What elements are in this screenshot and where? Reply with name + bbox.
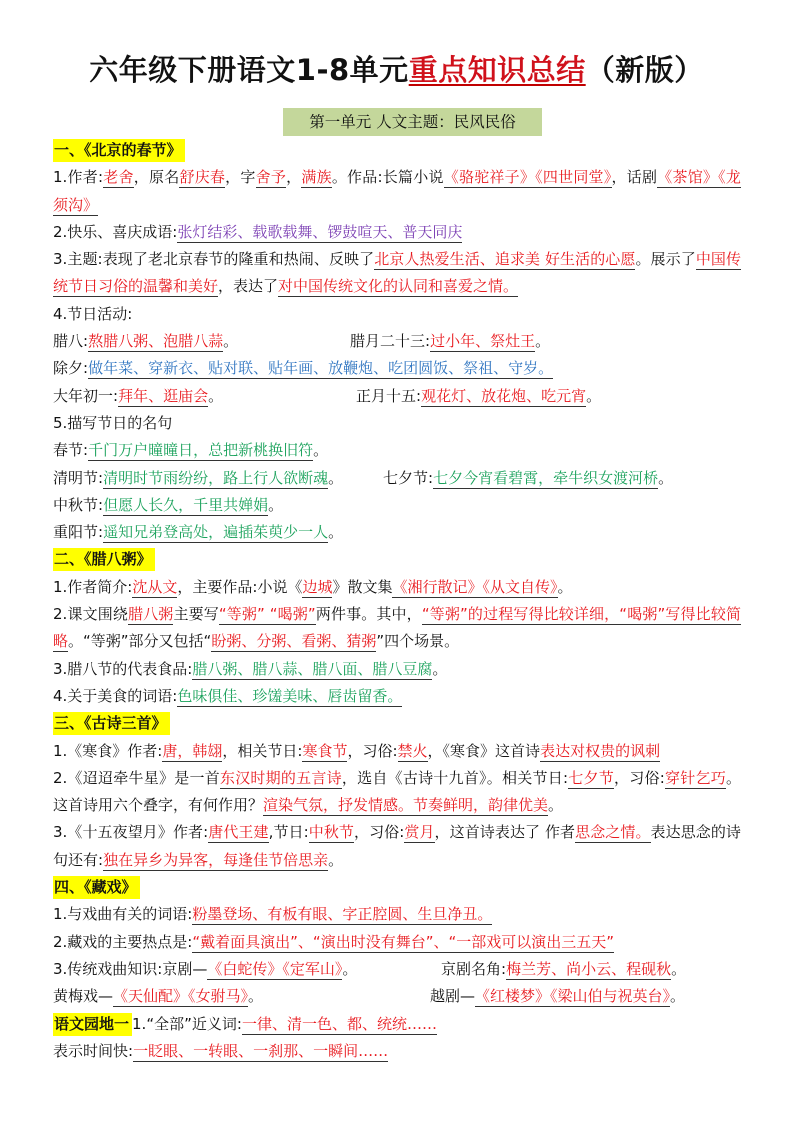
paragraph bbox=[53, 1038, 741, 1065]
answer-text: 拜年、逛庙会 bbox=[118, 386, 209, 405]
paragraph bbox=[53, 819, 741, 874]
text-segment: 。 bbox=[248, 987, 264, 1006]
answer-text: 边城 bbox=[302, 577, 333, 596]
answer-text: 唐，韩翃 bbox=[162, 741, 223, 760]
text-segment: 表达思念的诗句还有: bbox=[53, 823, 741, 869]
answer-text: 舒庆春 bbox=[179, 168, 226, 187]
second-column bbox=[430, 983, 685, 1010]
text-segment: ”四个场景。 bbox=[376, 632, 460, 651]
text-segment: 。作品:长篇小说 bbox=[331, 168, 444, 187]
answer-text: 观花灯、放花炮、吃元宵 bbox=[421, 386, 587, 405]
answer-text: 七夕今宵看碧霄，牵牛织女渡河桥 bbox=[433, 468, 659, 487]
paragraph bbox=[53, 492, 741, 519]
answer-text: 七夕节 bbox=[568, 768, 614, 787]
text-segment: ，习俗: bbox=[347, 741, 398, 760]
second-column bbox=[350, 328, 550, 355]
text-segment: 2.快乐、喜庆成语: bbox=[53, 222, 178, 241]
paragraph bbox=[53, 219, 741, 246]
text-segment: 越剧— bbox=[430, 987, 476, 1006]
text-segment: 中秋节: bbox=[53, 495, 104, 514]
text-segment: 表示时间快: bbox=[53, 1041, 134, 1060]
paragraph bbox=[53, 355, 741, 382]
paragraph bbox=[53, 656, 741, 683]
title-suffix: （新版） bbox=[585, 53, 704, 87]
answer-text: 禁火 bbox=[397, 741, 428, 760]
text-segment: 。 bbox=[658, 468, 674, 487]
text-segment: 。 bbox=[268, 495, 284, 514]
answer-text: 腊八粥 bbox=[128, 605, 174, 624]
text-segment: 。 bbox=[342, 959, 358, 978]
text-segment: ， bbox=[286, 168, 302, 187]
answer-text: 《骆驼祥子》《四世同堂》 bbox=[443, 168, 612, 187]
text-segment: 4.关于美食的词语: bbox=[53, 686, 178, 705]
text-segment: 主要写 bbox=[173, 605, 219, 624]
text-segment: 腊八: bbox=[53, 332, 89, 351]
answer-text: “等粥” “喝粥” bbox=[218, 605, 316, 624]
answer-text: 一眨眼、一转眼、一刹那、一瞬间…… bbox=[133, 1041, 389, 1060]
text-segment: 。 bbox=[328, 850, 344, 869]
text-segment: 腊月二十三: bbox=[350, 332, 431, 351]
section-heading: 三、《古诗三首》 bbox=[53, 712, 170, 735]
paragraph bbox=[53, 383, 741, 410]
answer-text: 但愿人长久，千里共婵娟 bbox=[103, 495, 269, 514]
text-segment: 京剧名角: bbox=[441, 959, 507, 978]
answer-text: “等粥”的过程写得比较详细，“喝粥”写得比较简略 bbox=[53, 605, 741, 651]
text-segment: 3.腊八节的代表食品: bbox=[53, 659, 193, 678]
text-segment: 1.作者: bbox=[53, 168, 104, 187]
text-segment: ,节日: bbox=[268, 823, 309, 842]
answer-text: 东汉时期的五言诗 bbox=[219, 768, 342, 787]
text-segment: 》散文集 bbox=[332, 577, 393, 596]
paragraph bbox=[53, 519, 741, 546]
text-segment: ，字 bbox=[225, 168, 256, 187]
paragraph bbox=[53, 929, 741, 956]
paragraph bbox=[53, 301, 741, 328]
answer-text: 张灯结彩、载歌载舞、锣鼓喧天、普天同庆 bbox=[177, 222, 463, 241]
answer-text: 粉墨登场、有板有眼、字正腔圆、生旦净丑。 bbox=[192, 905, 493, 924]
paragraph bbox=[53, 983, 741, 1010]
paragraph bbox=[53, 574, 741, 601]
text-segment: 3.主题:表现了老北京春节的隆重和热闹、反映了 bbox=[53, 250, 375, 269]
answer-text: 赏月 bbox=[404, 823, 435, 842]
paragraph bbox=[53, 546, 741, 573]
text-segment: ，相关节日: bbox=[222, 741, 303, 760]
text-segment: 1.与戏曲有关的词语: bbox=[53, 905, 193, 924]
text-segment: 大年初一: bbox=[53, 386, 119, 405]
answer-text: 过小年、祭灶王 bbox=[430, 332, 536, 351]
text-segment: 。 bbox=[586, 386, 602, 405]
paragraph bbox=[53, 901, 741, 928]
answer-text: 寒食节 bbox=[302, 741, 348, 760]
answer-text: 唐代王建 bbox=[208, 823, 269, 842]
paragraph bbox=[53, 956, 741, 983]
document-body bbox=[53, 137, 741, 1065]
paragraph bbox=[53, 410, 741, 437]
text-segment: 1.“全部”近义词: bbox=[132, 1014, 242, 1033]
answer-text: 思念之情。 bbox=[575, 823, 651, 842]
answer-text: 表达对权贵的讽刺 bbox=[540, 741, 661, 760]
text-segment: 。“等粥”部分又包括“ bbox=[68, 632, 212, 651]
text-segment: ，原名 bbox=[133, 168, 180, 187]
text-segment: ，表达了 bbox=[218, 277, 279, 296]
text-segment: 4.节日活动: bbox=[53, 304, 133, 323]
text-segment: 。 bbox=[548, 796, 564, 815]
text-segment: ，习俗: bbox=[613, 768, 665, 787]
answer-text: 舍予 bbox=[255, 168, 287, 187]
text-segment: 两件事。其中， bbox=[315, 605, 422, 624]
text-segment: 春节: bbox=[53, 441, 89, 460]
text-segment: 。这首诗用六个叠字，有何作用？ bbox=[53, 768, 741, 815]
paragraph bbox=[53, 738, 741, 765]
answer-text: 清明时节雨纷纷，路上行人欲断魂 bbox=[103, 468, 329, 487]
text-segment: 。 bbox=[223, 332, 239, 351]
title-main: 六年级下册语文1-8单元 bbox=[89, 53, 409, 87]
text-segment: 正月十五: bbox=[356, 386, 422, 405]
text-segment: ，主要作品:小说《 bbox=[177, 577, 303, 596]
unit-banner: 第一单元 人文主题：民风民俗 bbox=[283, 108, 542, 136]
text-segment: 重阳节: bbox=[53, 523, 104, 542]
text-segment: 2.《迢迢牵牛星》是一首 bbox=[53, 768, 220, 787]
answer-text: 北京人热爱生活、追求美 好生活的心愿 bbox=[374, 250, 636, 269]
answer-text: 色味俱佳、珍馐美味、唇齿留香。 bbox=[177, 686, 403, 705]
text-segment: 。 bbox=[535, 332, 551, 351]
text-segment: 3.《十五夜望月》作者: bbox=[53, 823, 209, 842]
text-segment: 除夕: bbox=[53, 359, 89, 378]
answer-text: 渲染气氛，抒发情感。节奏鲜明，韵律优美 bbox=[263, 796, 549, 815]
answer-text: 独在异乡为异客，每逢佳节倍思亲 bbox=[103, 850, 329, 869]
answer-text: 《湘行散记》《从文自传》 bbox=[392, 577, 558, 596]
text-segment: ，这首诗表达了 作者 bbox=[434, 823, 576, 842]
title-highlight: 重点知识总结 bbox=[408, 53, 586, 87]
text-segment: 。 bbox=[313, 441, 329, 460]
answer-text: 《红楼梦》《梁山伯与祝英台》 bbox=[475, 987, 671, 1006]
answer-text: 一律、清一色、都、统统…… bbox=[241, 1014, 437, 1033]
paragraph bbox=[53, 437, 741, 464]
text-segment: 5.描写节日的名句 bbox=[53, 413, 173, 432]
answer-text: 熬腊八粥、泡腊八蒜 bbox=[88, 332, 224, 351]
answer-text: 中秋节 bbox=[308, 823, 354, 842]
second-column bbox=[441, 956, 686, 983]
text-segment: 七夕节: bbox=[383, 468, 434, 487]
text-segment: 3.传统戏曲知识:京剧— bbox=[53, 959, 208, 978]
text-segment: ，习俗: bbox=[354, 823, 405, 842]
paragraph bbox=[53, 137, 741, 164]
text-segment: 。 bbox=[432, 659, 448, 678]
paragraph bbox=[53, 710, 741, 737]
answer-text: 《白蛇传》《定军山》 bbox=[207, 959, 343, 978]
paragraph bbox=[53, 601, 741, 656]
paragraph bbox=[53, 328, 741, 355]
text-segment: 。 bbox=[208, 386, 224, 405]
answer-text: “戴着面具演出”、“演出时没有舞台”、“一部戏可以演出三五天” bbox=[192, 932, 615, 951]
section-heading: 语文园地一 bbox=[53, 1013, 132, 1036]
answer-text: 老舍 bbox=[103, 168, 134, 187]
answer-text: 盼粥、分粥、看粥、猜粥 bbox=[211, 632, 377, 651]
text-segment: ，选自《古诗十九首》。相关节日: bbox=[341, 768, 569, 787]
text-segment: 黄梅戏— bbox=[53, 987, 114, 1006]
answer-text: 《茶馆》《龙须沟》 bbox=[53, 168, 741, 214]
text-segment: 2.藏戏的主要热点是: bbox=[53, 932, 193, 951]
text-segment: ，话剧 bbox=[611, 168, 658, 187]
text-segment: 。 bbox=[328, 468, 344, 487]
paragraph bbox=[53, 765, 741, 820]
text-segment: 。展示了 bbox=[635, 250, 696, 269]
paragraph bbox=[53, 246, 741, 301]
section-heading: 一、《北京的春节》 bbox=[53, 139, 185, 162]
section-heading: 二、《腊八粥》 bbox=[53, 548, 155, 571]
answer-text: 对中国传统文化的认同和喜爱之情。 bbox=[278, 277, 519, 296]
answer-text: 千门万户曈曈日，总把新桃换旧符 bbox=[88, 441, 314, 460]
answer-text: 沈从文 bbox=[132, 577, 178, 596]
answer-text: 满族 bbox=[301, 168, 332, 187]
text-segment: 1.《寒食》作者: bbox=[53, 741, 163, 760]
answer-text: 遥知兄弟登高处，遍插茱萸少一人 bbox=[103, 523, 329, 542]
text-segment: 清明节: bbox=[53, 468, 104, 487]
answer-text: 中国传统节日习俗的温馨和美好 bbox=[53, 250, 741, 296]
section-heading: 四、《藏戏》 bbox=[53, 876, 140, 899]
text-segment: 。 bbox=[557, 577, 573, 596]
page-title bbox=[0, 48, 793, 89]
text-segment: 2.课文围绕 bbox=[53, 605, 129, 624]
answer-text: 腊八粥、腊八蒜、腊八面、腊八豆腐 bbox=[192, 659, 433, 678]
text-segment: 。 bbox=[671, 959, 687, 978]
paragraph bbox=[53, 465, 741, 492]
text-segment: ，《寒食》这首诗 bbox=[427, 741, 541, 760]
second-column bbox=[383, 465, 673, 492]
answer-text: 梅兰芳、尚小云、程砚秋 bbox=[506, 959, 672, 978]
paragraph bbox=[53, 164, 741, 219]
text-segment: 1.作者简介: bbox=[53, 577, 133, 596]
answer-text: 《天仙配》《女驸马》 bbox=[113, 987, 249, 1006]
answer-text: 做年菜、穿新衣、贴对联、贴年画、放鞭炮、吃团圆饭、祭祖、守岁。 bbox=[88, 359, 554, 378]
text-segment: 。 bbox=[670, 987, 686, 1006]
answer-text: 穿针乞巧 bbox=[664, 768, 726, 787]
text-segment: 。 bbox=[328, 523, 344, 542]
paragraph bbox=[53, 683, 741, 710]
paragraph bbox=[53, 1011, 741, 1038]
second-column bbox=[356, 383, 601, 410]
paragraph bbox=[53, 874, 741, 901]
